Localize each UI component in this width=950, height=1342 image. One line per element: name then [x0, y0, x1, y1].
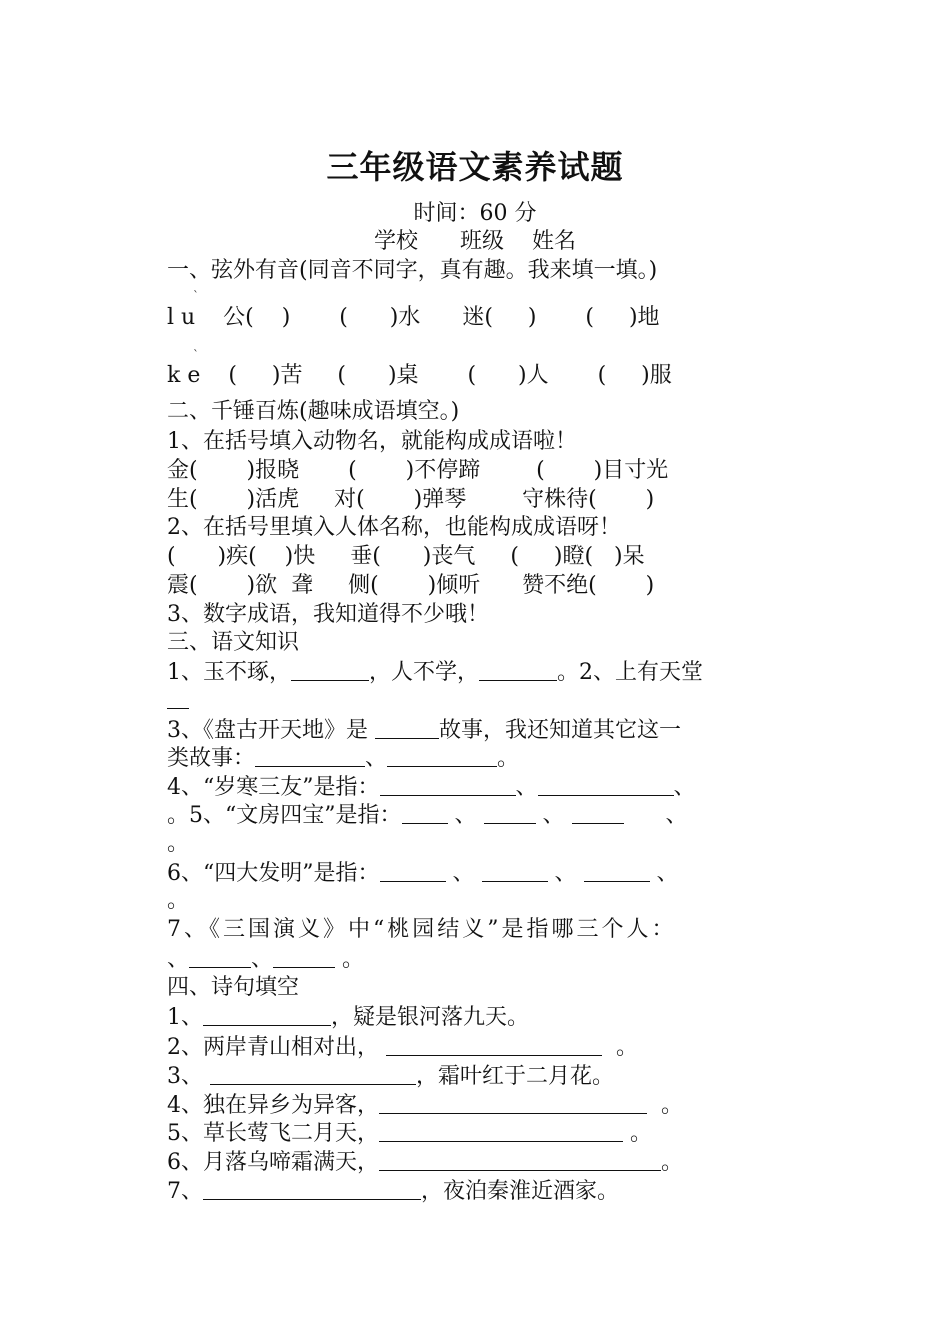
knowledge-line-9: 。 — [167, 888, 190, 913]
poem-line-4 — [167, 1091, 797, 1120]
knowledge-line-10: 7、《三国演义》中“桃园结义”是指哪三个人： — [167, 917, 677, 942]
answer-blank[interactable] — [380, 859, 446, 882]
text: ，疑是银河落九天。 — [331, 1005, 530, 1030]
idiom-q1: 1、在括号填入动物名，就能构成成语啦！ — [167, 429, 577, 454]
knowledge-line-1 — [167, 658, 797, 687]
homophone-row-lu: l u 公( ) ( )水 迷( ) ( )地 — [167, 305, 660, 330]
answer-blank[interactable] — [387, 744, 497, 767]
time-line: 时间：60 分 — [413, 201, 537, 226]
section-1-heading: 一、弦外有音(同音不同字，真有趣。我来填一填。) — [167, 258, 658, 283]
text: 6、“四大发明”是指： — [167, 861, 380, 886]
text: 。 — [661, 1150, 684, 1175]
text: ，霜叶红于二月花。 — [416, 1064, 615, 1089]
poem-line-6 — [167, 1148, 797, 1177]
answer-blank[interactable] — [538, 773, 674, 796]
text: 。 — [602, 1035, 638, 1060]
poem-line-5 — [167, 1119, 797, 1148]
answer-blank[interactable] — [379, 1148, 661, 1171]
knowledge-line-2 — [167, 686, 797, 715]
student-info-line: 学校 班级 姓名 — [374, 229, 576, 254]
answer-blank[interactable] — [167, 686, 189, 709]
answer-blank[interactable] — [479, 658, 557, 681]
text: 、 — [649, 861, 679, 886]
poem-line-1 — [167, 1003, 797, 1032]
poem-line-7 — [167, 1177, 797, 1206]
homophone-row-ke: k e ( )苦 ( )桌 ( )人 ( )服 — [167, 363, 672, 388]
text: 。5、“文房四宝”是指： — [167, 803, 402, 828]
text: 2、两岸青山相对出， — [167, 1035, 386, 1060]
text: 、 — [447, 803, 484, 828]
idiom-q2-row-b: 震( )欲 聋 侧( )倾听 赞不绝( ) — [167, 573, 655, 598]
text: 、 — [167, 947, 190, 972]
poem-line-2 — [167, 1033, 797, 1062]
answer-blank[interactable] — [291, 658, 369, 681]
answer-blank[interactable] — [379, 1091, 647, 1114]
text: 、 — [515, 775, 538, 800]
poem-line-3 — [167, 1062, 797, 1091]
answer-blank[interactable] — [482, 859, 548, 882]
knowledge-line-4 — [167, 744, 797, 773]
section-2-heading: 二、千锤百炼(趣味成语填空。) — [167, 399, 460, 424]
answer-blank[interactable] — [255, 744, 365, 767]
answer-blank[interactable] — [584, 859, 650, 882]
idiom-q3: 3、数字成语，我知道得不少哦！ — [167, 602, 489, 627]
text: 故事，我还知道其它这一 — [439, 718, 682, 743]
answer-blank[interactable] — [386, 1033, 602, 1056]
idiom-q2-row-a: ( )疾( )快 垂( )丧气 ( )瞪( )呆 — [167, 544, 645, 569]
text: 。 — [335, 947, 365, 972]
answer-blank[interactable] — [484, 801, 536, 824]
text: 7、 — [167, 1179, 203, 1204]
answer-blank[interactable] — [210, 1062, 416, 1085]
knowledge-line-11 — [167, 945, 797, 974]
tone-mark-lu: ˋ — [193, 289, 199, 303]
knowledge-line-5 — [167, 773, 797, 802]
knowledge-line-3 — [167, 716, 797, 745]
answer-blank[interactable] — [379, 1119, 623, 1142]
knowledge-line-6 — [167, 801, 797, 830]
text: 5、草长莺飞二月天， — [167, 1121, 379, 1146]
answer-blank[interactable] — [380, 773, 516, 796]
tone-mark-ke: ˋ — [193, 348, 199, 362]
section-4-heading: 四、诗句填空 — [167, 975, 300, 1000]
text: 。 — [497, 746, 520, 771]
knowledge-line-7: 。 — [167, 831, 190, 856]
text: ，人不学， — [369, 660, 480, 685]
text: 1、 — [167, 1005, 203, 1030]
text: 、 — [365, 746, 388, 771]
answer-blank[interactable] — [273, 945, 335, 968]
text: 4、“岁寒三友”是指： — [167, 775, 380, 800]
text: 、 — [623, 803, 688, 828]
text: 、 — [535, 803, 572, 828]
page-title: 三年级语文素养试题 — [326, 148, 624, 186]
text: 、 — [445, 861, 482, 886]
text: 1、玉不琢， — [167, 660, 291, 685]
text: 3、 — [167, 1064, 210, 1089]
answer-blank[interactable] — [572, 801, 624, 824]
text: ，夜泊秦淮近酒家。 — [421, 1179, 620, 1204]
knowledge-line-8 — [167, 859, 797, 888]
answer-blank[interactable] — [402, 801, 448, 824]
text: 3、《盘古开天地》是 — [167, 718, 375, 743]
text: 6、月落乌啼霜满天， — [167, 1150, 379, 1175]
idiom-q2: 2、在括号里填入人体名称，也能构成成语呀！ — [167, 515, 621, 540]
text: 、 — [251, 947, 274, 972]
text: 类故事： — [167, 746, 256, 771]
text: 、 — [673, 775, 696, 800]
section-3-heading: 三、语文知识 — [167, 630, 300, 655]
text: 。2、上有天堂 — [557, 660, 704, 685]
idiom-q1-row-b: 生( )活虎 对( )弹琴 守株待( ) — [167, 487, 655, 512]
text: 、 — [547, 861, 584, 886]
answer-blank[interactable] — [203, 1003, 331, 1026]
answer-blank[interactable] — [203, 1177, 421, 1200]
answer-blank[interactable] — [189, 945, 251, 968]
text: 。 — [647, 1093, 683, 1118]
answer-blank[interactable] — [375, 716, 439, 739]
idiom-q1-row-a: 金( )报晓 ( )不停蹄 ( )目寸光 — [167, 458, 669, 483]
text: 4、独在异乡为异客， — [167, 1093, 379, 1118]
text: 。 — [623, 1121, 652, 1146]
